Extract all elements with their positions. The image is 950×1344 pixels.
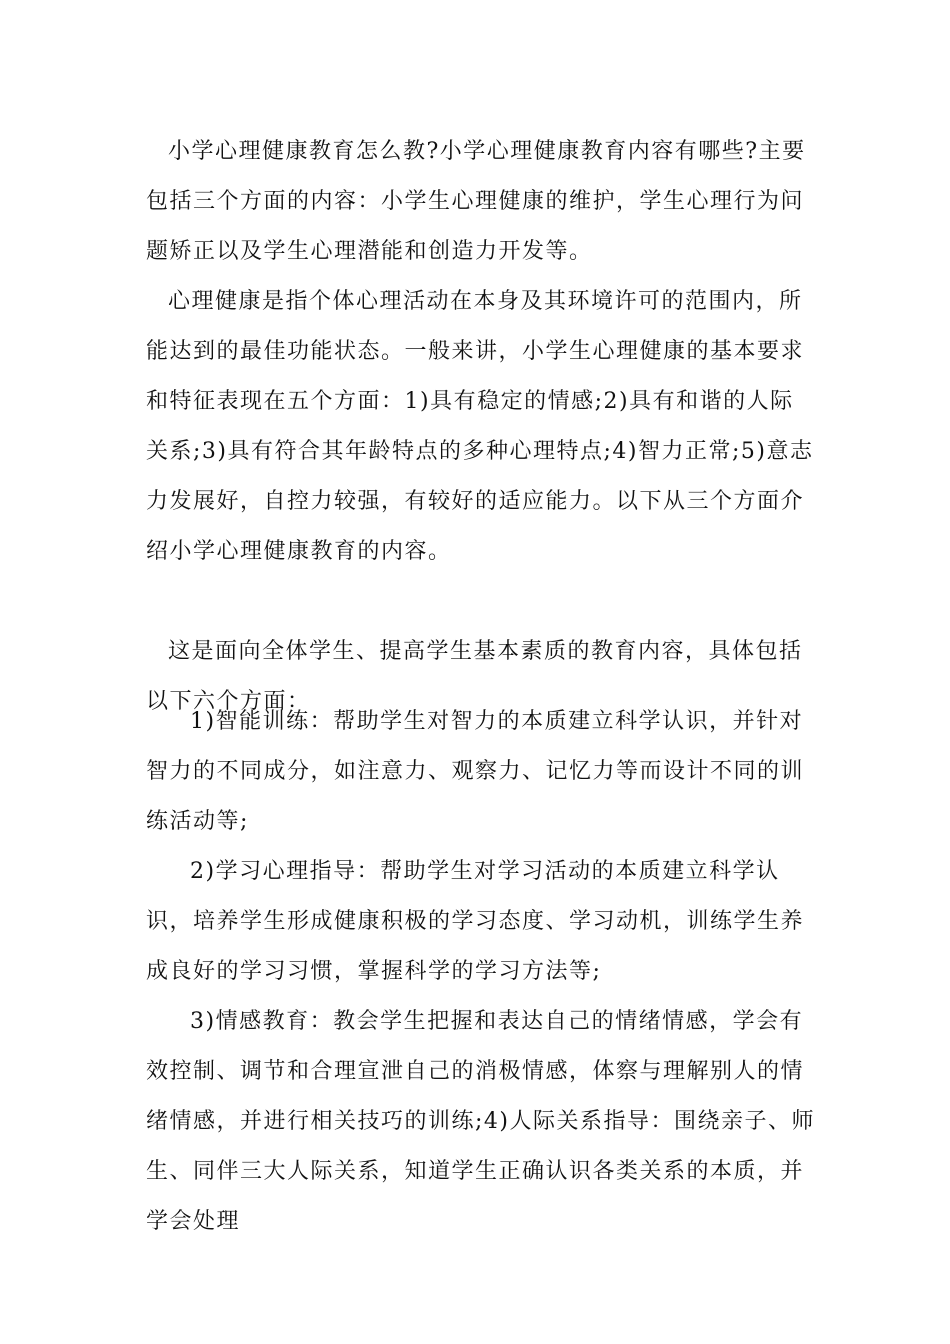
paragraph-intro: 小学心理健康教育怎么教?小学心理健康教育内容有哪些?主要包括三个方面的内容：小学生心理健康的维护，学生心理行为问题矫正以及学生心理潜能和创造力开发等。 <box>146 139 806 264</box>
paragraph-definition: 心理健康是指个体心理活动在本身及其环境许可的范围内，所能达到的最佳功能状态。一般来讲，小学生心理健康的基本要求和特征表现在五个方面：1)具有稳定的情感;2)具有和谐的人际关系;3)具有符合其年龄特点的多种心理特点;4)智力正常;5)意志力发展好，自控力较强，有较好的适应能力。以下从三个方面介绍小学心理健康教育的内容。 <box>146 289 814 564</box>
paragraph-item-intelligence-training: 1)智能训练：帮助学生对智力的本质建立科学认识，并针对智力的不同成分，如注意力、观察力、记忆力等而设计不同的训练活动等; <box>146 709 805 834</box>
paragraph-overview: 这是面向全体学生、提高学生基本素质的教育内容，具体包括以下六个方面： <box>146 639 803 714</box>
paragraph-item-emotion-education: 3)情感教育：教会学生把握和表达自己的情绪情感，学会有效控制、调节和合理宣泄自己的消极情感，体察与理解别人的情绪情感，并进行相关技巧的训练;4)人际关系指导：围绕亲子、师生、同伴三大人际关系，知道学生正确认识各类关系的本质，并学会处理 <box>146 1009 815 1234</box>
paragraph-item-learning-guidance: 2)学习心理指导：帮助学生对学习活动的本质建立科学认识，培养学生形成健康积极的学习态度、学习动机，训练学生养成良好的学习习惯，掌握科学的学习方法等; <box>146 859 805 984</box>
